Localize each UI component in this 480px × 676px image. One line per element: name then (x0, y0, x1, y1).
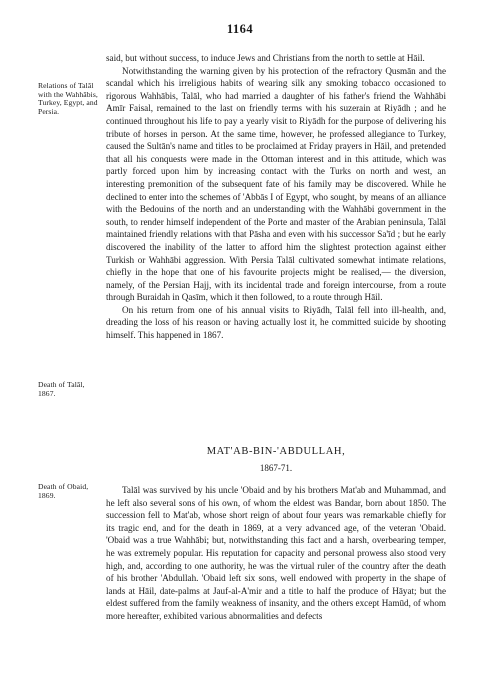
paragraph-intro: said, but without success, to induce Jews and Christians from the north to settle at Hāil. (106, 53, 425, 63)
page-number: 1164 (226, 22, 254, 36)
section-heading-years: 1867-71. (259, 463, 293, 473)
body-text-bottom (106, 484, 446, 623)
margin-note-relations: Relations of Talāl with the Wahhābis, Turkey, Egypt, and Persia. (38, 81, 98, 116)
paragraph-death-talal: On his return from one of his annual visits to Riyādh, Talāl fell into ill-health, and, dreading the loss of his reason or having actually lost it, he committed suicide by shooting himself. This happened in 1867. (106, 304, 446, 341)
paragraph-matab-reign: Talāl was survived by his uncle 'Obaid and by his brothers Mat'ab and Muhammad, and he left also several sons of his own, of whom the eldest was Bandar, born about 1850. The succession fell to Mat'ab, whose short reign of about four years was remarkable chiefly for its tragic end, and for the death in 1869, at a very advanced age, of the veteran 'Obaid. 'Obaid was a true Wahhābi; but, notwithstanding this fact and a harsh, overbearing temper, he was extremely popular. His reputation for capacity and personal prowess also stood very high, and, according to one authority, he was the virtual ruler of the country after the death of his brother 'Abdullah. 'Obaid left six sons, well endowed with property in the shape of lands at Hāil, date-palms at Jauf-al-A'mir and a title to half the produce of Hāyat; but the eldest suffered from the family weakness of insanity, and the others except Hamūd, of whom more hereafter, exhibited various abnormalities and defects (106, 485, 446, 621)
margin-note-death-obaid: Death of Obaid, 1869. (38, 482, 89, 500)
margin-note-death-talal: Death of Talāl, 1867. (38, 380, 85, 398)
paragraph-relations: Notwithstanding the warning given by his protection of the refractory Qusmān and the scandal which his irreligious habits of wearing silk any smoking tobacco occasioned to rigorous Wahhābis, Talāl, who had married a daughter of his father's friend the Wahhābi Amīr Faisal, remained to the last on friendly terms with his suzerain at Riyādh ; and he continued throughout his life to pay a yearly visit to Riyādh for the purpose of delivering his tribute of horses in person. At the same time, however, he professed allegiance to Turkey, caused the Sultān's name and titles to be proclaimed at Friday prayers in Hāil, and pretended that all his conquests were made in the Ottoman interest and in this attitude, which was partly forced upon him by increasing contact with the Turks on north and west, an interesting premonition of the subsequent fate of his family may be discovered. While he declined to enter into the schemes of 'Abbās I of Egypt, who sought, by means of an alliance with the Bedouins of the north and an understanding with the Wahhābi government in the south, to render himself independent of the Porte and master of the Arabian peninsula, Talāl maintained friendly relations with that Pāsha and even with his successor Sa'īd ; but he early discovered the inability of the latter to afford him the slightest protection against either Turkish or Wahhābi aggression. With Persia Talāl cultivated somewhat intimate relations, chiefly in the hope that one of his favourite projects might be realised,— the diversion, namely, of the Persian Hajj, with its incidental trade and foreign intercourse, from a route through Buraidah in Qasīm, which it then followed, to a route through Hāil. (106, 65, 446, 303)
body-text-top (106, 52, 446, 342)
section-heading-title: MAT'AB-BIN-'ABDULLAH, (206, 446, 346, 457)
